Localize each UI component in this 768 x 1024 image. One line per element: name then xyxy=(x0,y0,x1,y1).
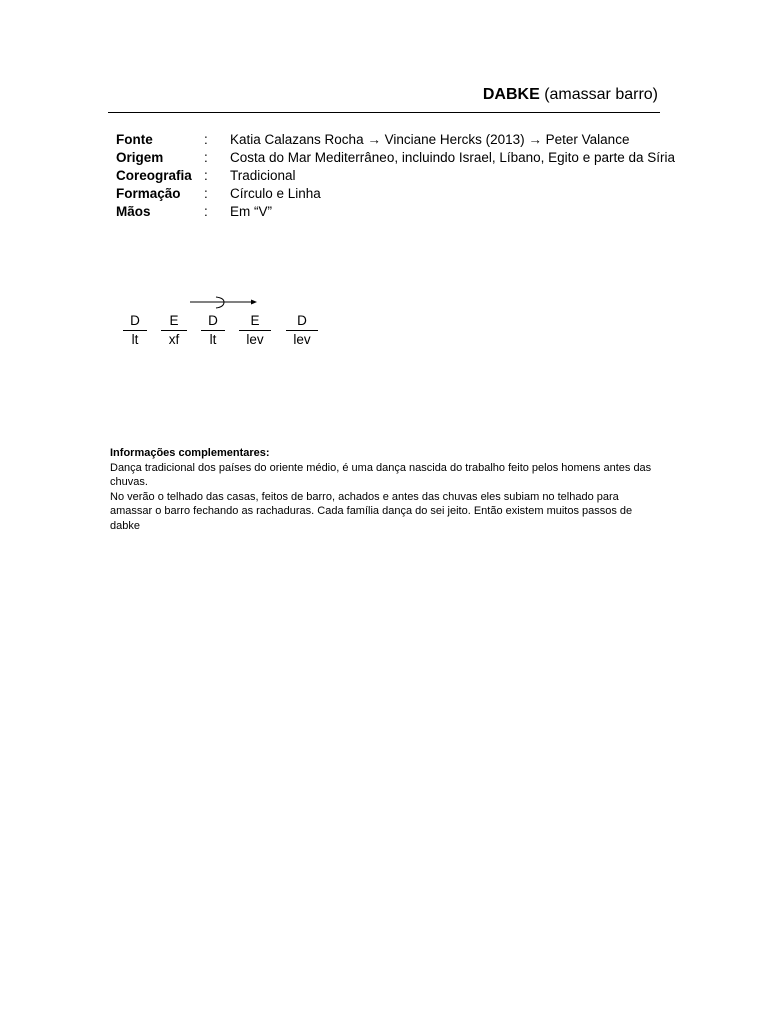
step-move: lev xyxy=(293,332,311,347)
meta-value: Em “V” xyxy=(230,204,272,219)
page-title xyxy=(483,86,658,104)
title-main: DABKE xyxy=(482,86,540,103)
step-divider xyxy=(286,330,318,331)
step-divider xyxy=(123,330,147,331)
metadata-table xyxy=(116,131,675,221)
step-foot: D xyxy=(297,313,307,328)
step-move: lt xyxy=(209,332,217,347)
title-subtitle: (amassar barro) xyxy=(544,86,658,103)
step-divider xyxy=(201,330,225,331)
meta-value: Katia Calazans Rocha → Vinciane Hercks (2013) → Peter Valance xyxy=(230,132,630,147)
step-divider xyxy=(161,330,187,331)
info-paragraph-1: Dança tradicional dos países do oriente médio, é uma dança nascida do trabalho feito pelos homens antes das chuvas. xyxy=(110,461,652,488)
step-4 xyxy=(239,313,271,348)
complementary-info xyxy=(110,446,655,533)
step-2 xyxy=(161,313,187,348)
step-5 xyxy=(286,313,318,348)
direction-arrow-icon xyxy=(190,297,257,308)
step-foot: E xyxy=(250,313,260,328)
meta-value: Tradicional xyxy=(230,168,296,183)
meta-colon: : xyxy=(204,150,208,165)
step-move: lt xyxy=(131,332,139,347)
step-3 xyxy=(201,313,225,348)
step-foot: D xyxy=(130,313,140,328)
meta-row-origem xyxy=(116,149,675,167)
meta-label: Formação xyxy=(116,186,181,201)
meta-row-fonte xyxy=(116,131,675,149)
meta-label: Coreografia xyxy=(116,168,192,183)
step-move: xf xyxy=(168,332,180,347)
meta-row-maos xyxy=(116,203,675,221)
meta-colon: : xyxy=(204,132,208,147)
info-paragraph-2: No verão o telhado das casas, feitos de barro, achados e antes das chuvas eles subiam no telhado para amassar o barro fechando as rachaduras. Cada família dança do sei jeito. Então existem muitos passos de dabke xyxy=(110,490,633,532)
meta-label: Mãos xyxy=(116,204,151,219)
step-1 xyxy=(123,313,147,348)
meta-colon: : xyxy=(204,168,208,183)
step-divider xyxy=(239,330,271,331)
step-move: lev xyxy=(246,332,264,347)
meta-label: Fonte xyxy=(116,132,153,147)
meta-row-coreografia xyxy=(116,167,675,185)
step-foot: D xyxy=(208,313,218,328)
meta-row-formacao xyxy=(116,185,675,203)
meta-colon: : xyxy=(204,204,208,219)
meta-value: Círculo e Linha xyxy=(230,186,321,201)
info-heading: Informações complementares: xyxy=(110,447,270,459)
meta-value: Costa do Mar Mediterrâneo, incluindo Israel, Líbano, Egito e parte da Síria xyxy=(230,150,675,165)
header-rule xyxy=(108,112,660,113)
step-foot: E xyxy=(169,313,179,328)
meta-colon: : xyxy=(204,186,208,201)
meta-label: Origem xyxy=(116,150,164,165)
